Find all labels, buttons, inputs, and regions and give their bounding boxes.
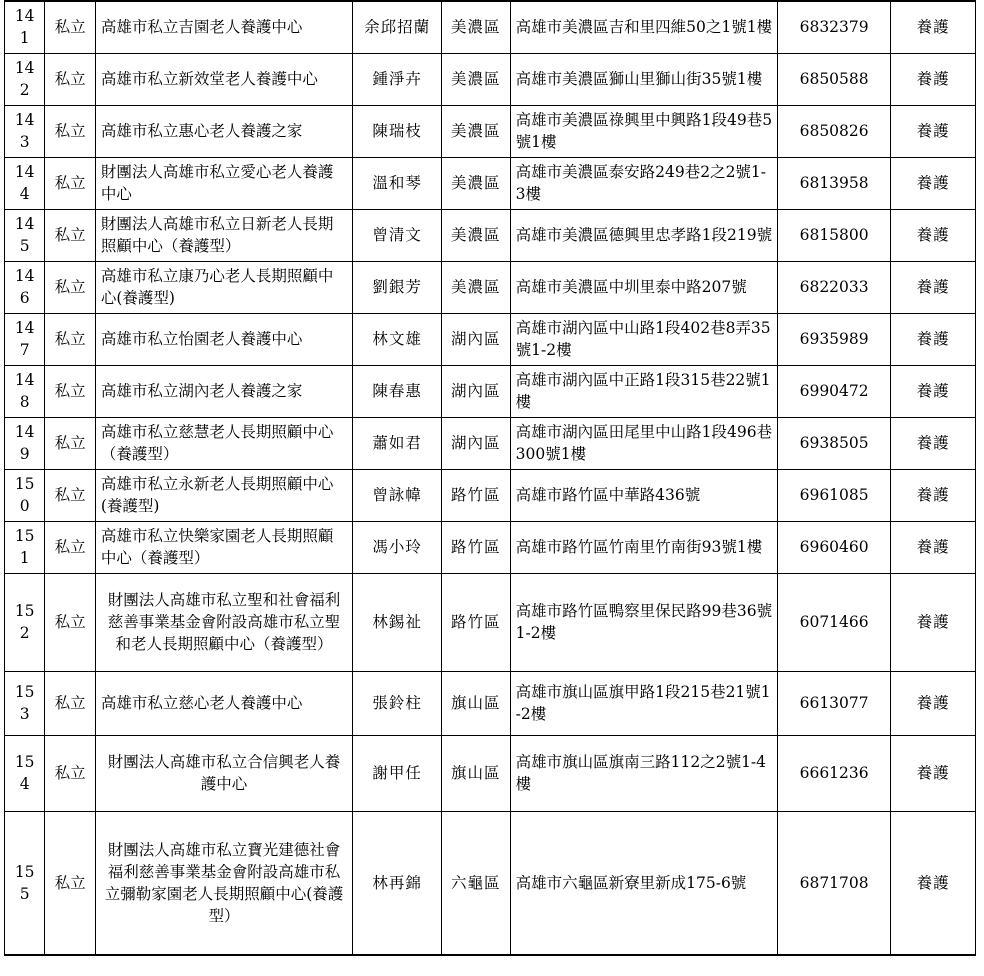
cell-no: 155 [5, 811, 45, 955]
cell-no: 152 [5, 573, 45, 671]
cell-name: 財團法人高雄市私立合信興老人養護中心 [95, 735, 352, 811]
cell-district: 旗山區 [442, 735, 511, 811]
cell-person: 蕭如君 [353, 417, 442, 469]
cell-category: 養護 [891, 811, 976, 955]
table-row [5, 313, 976, 365]
cell-type: 私立 [45, 521, 95, 573]
cell-name: 財團法人高雄市私立聖和社會福利慈善事業基金會附設高雄市私立聖和老人長期照顧中心（養護型） [95, 573, 352, 671]
cell-name: 高雄市私立惠心老人養護之家 [95, 105, 352, 157]
cell-name: 高雄市私立吉園老人養護中心 [95, 1, 352, 53]
table-row [5, 1, 976, 53]
cell-address: 高雄市美濃區泰安路249巷2之2號1-3樓 [510, 157, 777, 209]
cell-category: 養護 [891, 1, 976, 53]
cell-district: 美濃區 [442, 1, 511, 53]
cell-district: 湖內區 [442, 417, 511, 469]
cell-no: 146 [5, 261, 45, 313]
cell-person: 林錫祉 [353, 573, 442, 671]
cell-name: 財團法人高雄市私立日新老人長期照顧中心（養護型） [95, 209, 352, 261]
cell-phone: 6815800 [778, 209, 891, 261]
cell-address: 高雄市美濃區吉和里四維50之1號1樓 [510, 1, 777, 53]
cell-phone: 6850826 [778, 105, 891, 157]
cell-category: 養護 [891, 735, 976, 811]
cell-district: 路竹區 [442, 521, 511, 573]
cell-type: 私立 [45, 157, 95, 209]
cell-address: 高雄市湖內區中正路1段315巷22號1樓 [510, 365, 777, 417]
cell-category: 養護 [891, 573, 976, 671]
cell-type: 私立 [45, 105, 95, 157]
cell-name: 高雄市私立新效堂老人養護中心 [95, 53, 352, 105]
cell-person: 謝甲任 [353, 735, 442, 811]
facility-roster-table [4, 0, 976, 956]
cell-address: 高雄市旗山區旗甲路1段215巷21號1-2樓 [510, 671, 777, 735]
table-row [5, 469, 976, 521]
cell-phone: 6990472 [778, 365, 891, 417]
cell-address: 高雄市湖內區中山路1段402巷8弄35號1-2樓 [510, 313, 777, 365]
cell-category: 養護 [891, 53, 976, 105]
cell-person: 余邱招蘭 [353, 1, 442, 53]
cell-name: 高雄市私立怡園老人養護中心 [95, 313, 352, 365]
cell-category: 養護 [891, 469, 976, 521]
cell-category: 養護 [891, 521, 976, 573]
cell-person: 馮小玲 [353, 521, 442, 573]
cell-person: 劉銀芳 [353, 261, 442, 313]
cell-category: 養護 [891, 261, 976, 313]
cell-district: 路竹區 [442, 469, 511, 521]
cell-phone: 6661236 [778, 735, 891, 811]
cell-no: 142 [5, 53, 45, 105]
cell-address: 高雄市美濃區獅山里獅山街35號1樓 [510, 53, 777, 105]
cell-phone: 6938505 [778, 417, 891, 469]
cell-address: 高雄市美濃區中圳里泰中路207號 [510, 261, 777, 313]
cell-person: 林文雄 [353, 313, 442, 365]
table-row [5, 209, 976, 261]
cell-district: 美濃區 [442, 53, 511, 105]
cell-type: 私立 [45, 53, 95, 105]
cell-category: 養護 [891, 417, 976, 469]
cell-no: 150 [5, 469, 45, 521]
cell-category: 養護 [891, 157, 976, 209]
cell-type: 私立 [45, 671, 95, 735]
cell-phone: 6822033 [778, 261, 891, 313]
cell-category: 養護 [891, 671, 976, 735]
cell-type: 私立 [45, 573, 95, 671]
cell-address: 高雄市旗山區旗南三路112之2號1-4樓 [510, 735, 777, 811]
cell-name: 高雄市私立快樂家園老人長期照顧中心（養護型） [95, 521, 352, 573]
cell-district: 湖內區 [442, 365, 511, 417]
cell-category: 養護 [891, 105, 976, 157]
cell-address: 高雄市六龜區新寮里新成175-6號 [510, 811, 777, 955]
table-row [5, 261, 976, 313]
cell-no: 141 [5, 1, 45, 53]
cell-phone: 6813958 [778, 157, 891, 209]
table-row [5, 53, 976, 105]
cell-no: 154 [5, 735, 45, 811]
table-row [5, 811, 976, 955]
cell-phone: 6613077 [778, 671, 891, 735]
cell-type: 私立 [45, 811, 95, 955]
cell-name: 高雄市私立慈心老人養護中心 [95, 671, 352, 735]
cell-name: 財團法人高雄市私立愛心老人養護中心 [95, 157, 352, 209]
table-row [5, 365, 976, 417]
cell-no: 148 [5, 365, 45, 417]
cell-address: 高雄市路竹區中華路436號 [510, 469, 777, 521]
table-row [5, 735, 976, 811]
cell-phone: 6960460 [778, 521, 891, 573]
cell-person: 曾詠幃 [353, 469, 442, 521]
cell-address: 高雄市美濃區祿興里中興路1段49巷5號1樓 [510, 105, 777, 157]
cell-phone: 6961085 [778, 469, 891, 521]
cell-type: 私立 [45, 417, 95, 469]
table-row [5, 573, 976, 671]
cell-district: 六龜區 [442, 811, 511, 955]
cell-address: 高雄市美濃區德興里忠孝路1段219號 [510, 209, 777, 261]
cell-name: 高雄市私立湖內老人養護之家 [95, 365, 352, 417]
cell-district: 美濃區 [442, 261, 511, 313]
cell-district: 美濃區 [442, 105, 511, 157]
cell-type: 私立 [45, 365, 95, 417]
cell-type: 私立 [45, 735, 95, 811]
cell-district: 湖內區 [442, 313, 511, 365]
cell-no: 153 [5, 671, 45, 735]
cell-no: 147 [5, 313, 45, 365]
cell-district: 美濃區 [442, 209, 511, 261]
cell-type: 私立 [45, 261, 95, 313]
cell-person: 林再錦 [353, 811, 442, 955]
cell-category: 養護 [891, 209, 976, 261]
cell-person: 鍾淨卉 [353, 53, 442, 105]
cell-no: 144 [5, 157, 45, 209]
cell-no: 149 [5, 417, 45, 469]
cell-name: 高雄市私立慈慧老人長期照顧中心（養護型） [95, 417, 352, 469]
cell-district: 旗山區 [442, 671, 511, 735]
table-row [5, 521, 976, 573]
cell-type: 私立 [45, 313, 95, 365]
cell-person: 溫和琴 [353, 157, 442, 209]
cell-type: 私立 [45, 209, 95, 261]
cell-person: 曾清文 [353, 209, 442, 261]
table-row [5, 671, 976, 735]
cell-person: 陳瑞枝 [353, 105, 442, 157]
cell-address: 高雄市路竹區竹南里竹南街93號1樓 [510, 521, 777, 573]
table-row [5, 105, 976, 157]
cell-no: 143 [5, 105, 45, 157]
cell-phone: 6871708 [778, 811, 891, 955]
cell-person: 陳春惠 [353, 365, 442, 417]
cell-category: 養護 [891, 365, 976, 417]
cell-type: 私立 [45, 1, 95, 53]
cell-type: 私立 [45, 469, 95, 521]
cell-phone: 6071466 [778, 573, 891, 671]
table-row [5, 157, 976, 209]
cell-address: 高雄市湖內區田尾里中山路1段496巷300號1樓 [510, 417, 777, 469]
cell-district: 路竹區 [442, 573, 511, 671]
cell-name: 高雄市私立永新老人長期照顧中心(養護型) [95, 469, 352, 521]
cell-district: 美濃區 [442, 157, 511, 209]
cell-phone: 6850588 [778, 53, 891, 105]
cell-no: 151 [5, 521, 45, 573]
cell-name: 財團法人高雄市私立寶光建德社會福利慈善事業基金會附設高雄市私立彌勒家園老人長期照顧中心(養護型） [95, 811, 352, 955]
cell-name: 高雄市私立康乃心老人長期照顧中心(養護型) [95, 261, 352, 313]
cell-address: 高雄市路竹區鴨察里保民路99巷36號1-2樓 [510, 573, 777, 671]
cell-no: 145 [5, 209, 45, 261]
cell-category: 養護 [891, 313, 976, 365]
cell-phone: 6832379 [778, 1, 891, 53]
cell-person: 張鈴柱 [353, 671, 442, 735]
table-row [5, 417, 976, 469]
cell-phone: 6935989 [778, 313, 891, 365]
